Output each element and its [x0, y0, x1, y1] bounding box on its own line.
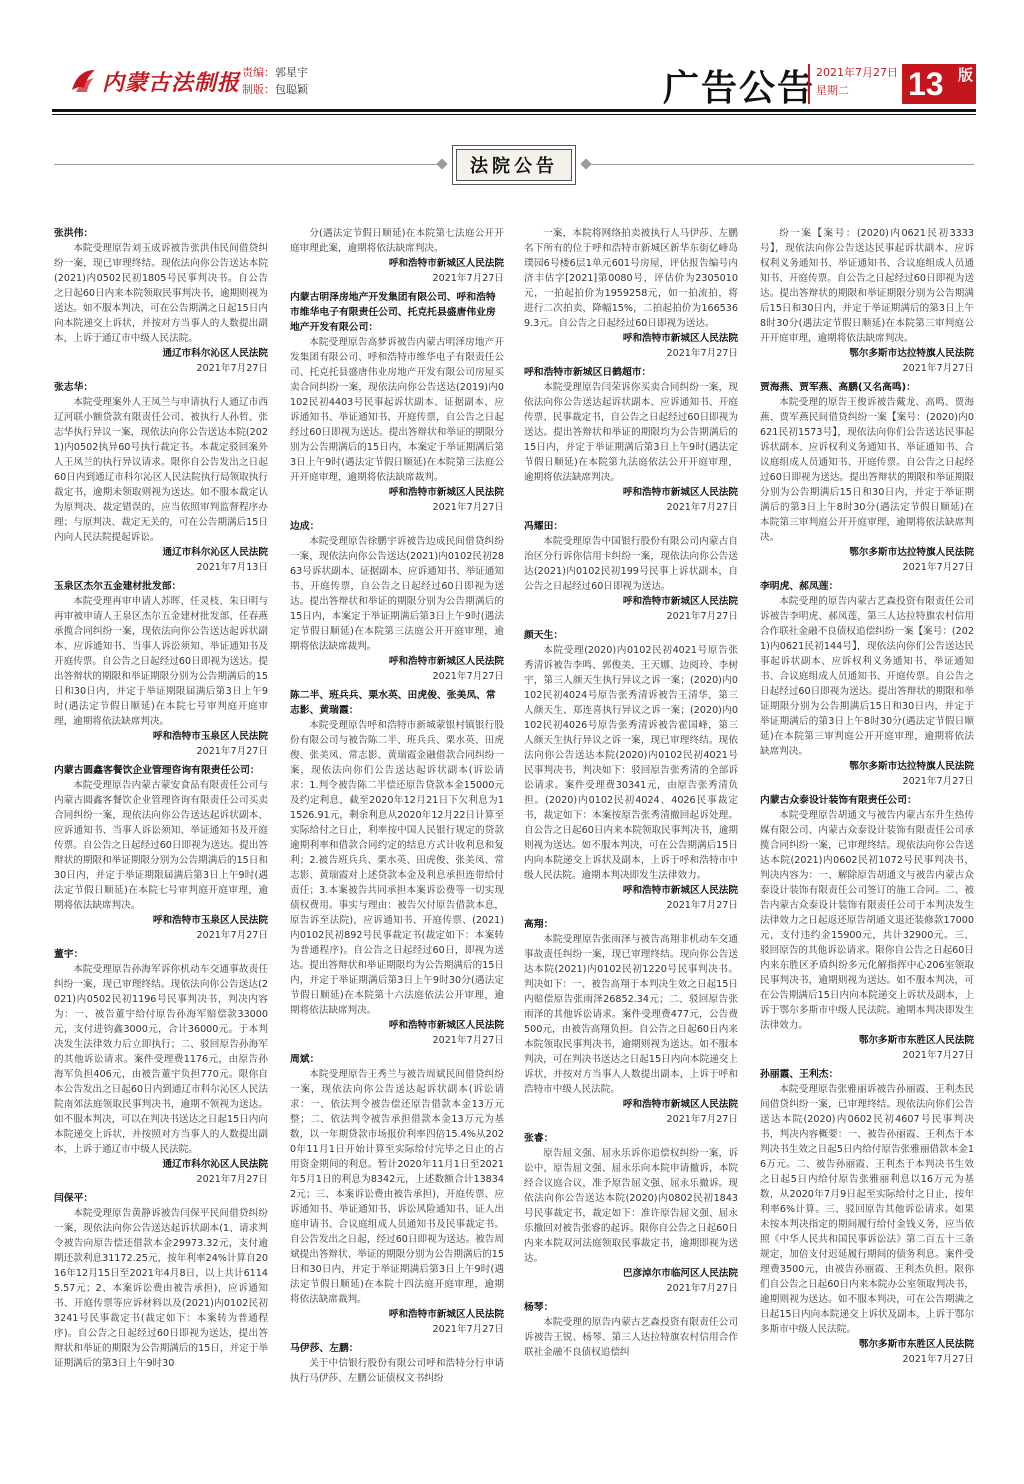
notice-date: 2021年7月27日	[666, 1114, 738, 1125]
notice-body: 本院受理案外人王凤兰与申请执行人通辽市西辽河联小额贷款有限责任公司、被执行人孙哲、张志华执行异议一案，现依法向你公告送达本院(2021)内0502执异60号执行裁定书。本裁定驳回案外人王凤兰的执行异议请求。限你自公告发出之日起60日内到通辽市科尔沁区人民法院执行局领取执行裁定书，逾期未领取则视为送达。如不服本裁定认为原判决、裁定错误的，应当依照审判监督程序办理；与原判决、裁定无关的，可在公告期满后15日内向人民法院提起诉讼。	[54, 397, 268, 543]
notice-body: 本院受理原告徐鹏宇诉被告边成民间借贷纠纷一案，现依法向你公告送达(2021)内0102民初2863号诉状副本、证据副本、应诉通知书、举证通知书、开庭传票，自公告之日起经过60日即视为送达。提出答辩状和举证的期限分别为公告期满后的15日内，本案定于举证期满后第3日上午9时(遇法定节假日顺延)在本院第三法庭公开开庭审理，逾期将依法缺席裁判。	[290, 536, 504, 652]
notice-body: 本院受理原告孙海军诉你机动车交通事故责任纠纷一案，现已审理终结。现依法向你公告送达(2021)内0502民初1196号民事判决书，判决内容为：一、被告董宇给付原告孙海军赔偿款33000元，支付进钧鑫3000元，合计36000元。于本判决发生法律效力后立即执行；二、驳回原告孙海军的其他诉讼请求。案件受理费1176元，由原告孙海军负担406元，由被告董宇负担770元。限你自本公告发出之日起60日内到通辽市科尔沁区人民法院南郊法庭领取民事判决书，逾期不领视为送达。如不服本判决，可以在判决书送达之日起15日内向本院递交上诉状，并按照对方当事人的人数提出副本，上诉于通辽市中级人民法院。	[54, 964, 268, 1155]
court-notice	[54, 579, 268, 759]
court-notice	[760, 579, 974, 789]
notice-body: 纷一案【案号：(2020)内0621民初3333号】，现依法向你公告送达民事起诉状副本、应诉权利义务通知书、举证通知书、合议庭组成人员通知书、开庭传票。自公告之日起经过60日即视为送达。提出答辩状的期限和举证期限分别为公告期满后15日和30日内，并定于举证期满后的第3日上午8时30分(遇法定节假日顺延)在本院第三审判庭公开开庭审理，逾期将依法缺席判决。	[760, 228, 974, 344]
notice-body: 本院受理原告高梦诉被告内蒙古明泽房地产开发集团有限公司、呼和浩特市维华电子有限责任公司、托克托县盛唐伟业房地产开发有限公司房屋买卖合同纠纷一案，现依法向你公告送达(2019)内0102民初4403号民事起诉状副本、证据副本、应诉通知书、举证通知书、开庭传票，自公告之日起经过60日即视为送达。提出答辩状和举证的期限分别为公告期满后的15日内，本案定于举证期满后第3日上午9时(遇法定节假日顺延)在本院第三法庭公开开庭审理，逾期将依法缺席裁判。	[290, 337, 504, 483]
notice-addressee: 内蒙古圆鑫客餐饮企业管理咨询有限责任公司：	[54, 765, 260, 776]
notice-addressee: 张志华：	[54, 382, 94, 393]
banner-line-left	[54, 164, 442, 165]
notice-columns	[54, 226, 974, 1456]
notice-date: 2021年7月27日	[196, 1174, 268, 1185]
notice-date: 2021年7月27日	[666, 900, 738, 911]
notice-addressee: 马伊莎、左鹏：	[290, 1343, 359, 1354]
notice-addressee: 董宇：	[54, 949, 84, 960]
masthead-rule-thin	[52, 114, 976, 115]
court-notice	[524, 917, 738, 1127]
notice-column-4	[760, 226, 974, 1456]
page-number-box	[902, 64, 976, 104]
notice-body: 本院受理原告王秀兰与被告周斌民间借贷纠纷一案，现依法向你公告送达起诉状副本(诉讼请求：一、依法判令被告偿还原告借款本金13万元整；二、依法判令被告承担借款本金13万元为基数，以一年期贷款市场报价利率四倍15.4%从2020年11月1日开始计算至实际给付完毕之日止的占用资金期间的利息。暂计2020年11月1日至2021年5月1日的利息为8342元，上述数额合计138342元；三、本案诉讼费由被告承担)，开庭传票、应诉通知书、举证通知书、诉讼风险通知书、证人出庭申请书、合议庭组成人员通知书及民事裁定书。自公告发出之日起，经过60日即视为送达。被告周斌提出答辩状、举证的期限分别为公告期满后的15日和30日内，并定于举证期满后第3日上午9时(遇法定节假日顺延)在本院十四法庭开庭审理，逾期将依法缺席裁判。	[290, 1069, 504, 1305]
masthead	[52, 56, 976, 108]
notice-addressee: 呼和浩特市新城区日鹤超市：	[524, 367, 652, 378]
notice-court-signature: 通辽市科尔沁区人民法院	[162, 547, 268, 558]
banner-line-right	[586, 164, 974, 165]
notice-date: 2021年7月27日	[432, 1035, 504, 1046]
notice-date: 2021年7月27日	[666, 611, 738, 622]
court-notice	[760, 1067, 974, 1367]
notice-date: 2021年7月13日	[196, 562, 268, 573]
notice-date: 2021年7月27日	[902, 363, 974, 374]
banner-frame	[452, 145, 576, 185]
notice-court-signature: 通辽市科尔沁区人民法院	[162, 348, 268, 359]
notice-body: 本院受理原告黄静诉被告闫保平民间借贷纠纷一案，现依法向你公告送达起诉状副本(1、请求判令被告向原告偿还借款本金29973.32元，支付逾期还款利息31172.25元，按年利率24%计算自2016年12月15日至2021年4月8日，以上共计61145.57元；2、本案诉讼费由被告承担)，应诉通知书、开庭传票等应诉材料以及(2021)内0102民初3241号民事裁定书(裁定如下：本案转为普通程序)。自公告之日起经过60日即视为送达，提出答辩状和举证的期限为公告期满后的15日，并定于举证期满后的第3日上午9时30	[54, 1208, 268, 1369]
editor-credits	[242, 64, 308, 98]
notice-addressee: 闫保平：	[54, 1193, 94, 1204]
editor-name: 郭星宇	[275, 66, 308, 79]
notice-body: 本院受理的原告王俊诉被告戴龙、高鸣、贾海燕、贾军燕民间借贷纠纷一案【案号：(2020)内0621民初1573号】，现依法向你们公告送达民事起诉状副本、应诉权利义务通知书、举证通知书、合议庭组成人员通知书、开庭传票。自公告之日起经过60日即视为送达。提出答辩状的期限和举证期限分别为公告期满后15日和30日内，并定于举证期满后的第3日上午8时30分(遇法定节假日顺延)在本院第三审判庭公开开庭审理，逾期将依法缺席判决。	[760, 397, 974, 543]
notice-court-signature: 呼和浩特市新城区人民法院	[622, 885, 738, 896]
notice-court-signature: 呼和浩特市新城区人民法院	[388, 487, 504, 498]
notice-court-signature: 鄂尔多斯市东胜区人民法院	[858, 1035, 974, 1046]
notice-body: 一案，本院将网络拍卖被执行人马伊莎、左鹏名下所有的位于呼和浩特市新城区新华东街亿峰岛璞园6号楼6层1单元601号房屋，评估报告编号内济丰估字[2021]第0080号，评估价为2305010元，一拍起拍价为1959258元，如一拍流拍，将进行二次拍卖，降幅15%，二拍起拍价为1665369.3元。自公告之日起经过60日即视为送达。	[524, 228, 738, 329]
court-notice	[290, 226, 504, 286]
notice-addressee: 玉泉区杰尔五金建材批发部：	[54, 581, 182, 592]
notice-addressee: 孙丽霞、王利杰：	[760, 1069, 839, 1080]
court-notice	[524, 519, 738, 624]
court-notice	[54, 763, 268, 943]
court-notice	[524, 1131, 738, 1296]
court-notice	[54, 1191, 268, 1371]
notice-date: 2021年7月27日	[666, 348, 738, 359]
newspaper-logo	[68, 64, 241, 98]
notice-body: 本院受理原告张雨泽与被告高翔非机动车交通事故责任纠纷一案，现已审理终结。现向你公告送达本院(2021)内0102民初1220号民事判决书。判决如下：一、被告高翔于本判决生效之日起15日内赔偿原告张雨泽26852.34元；二、驳回原告张雨泽的其他诉讼请求。案件受理费477元，公告费500元，由被告高翔负担。自公告之日起60日内来本院领取民事判决书，逾期则视为送达。如不服本判决，可在判决书送达之日起15日内向本院递交上诉状，并按对方当事人人数提出副本，上诉于呼和浩特市中级人民法院。	[524, 934, 738, 1095]
notice-date: 2021年7月27日	[902, 562, 974, 573]
notice-addressee: 陈二半、班兵兵、栗水英、田虎俊、张美凤、常志影、黄瑞霞：	[290, 690, 496, 716]
notice-court-signature: 呼和浩特市玉泉区人民法院	[152, 915, 268, 926]
notice-court-signature: 鄂尔多斯市达拉特旗人民法院	[849, 761, 974, 772]
notice-addressee: 贾海燕、贾军燕、高鹏(又名高鸣)：	[760, 382, 916, 393]
notice-body: 本院受理原告刘玉成诉被告张洪伟民间借贷纠纷一案，现已审理终结。现依法向你公告送达本院(2021)内0502民初1805号民事判决书。自公告之日起60日内来本院领取民事判决书，逾期则视为送达。如不服本判决，可在公告期满之日起15日内向本院递交上诉状，并按对方当事人的人数提出副本，上诉于通辽市中级人民法院。	[54, 243, 268, 344]
notice-addressee: 内蒙古明泽房地产开发集团有限公司、呼和浩特市维华电子有限责任公司、托克托县盛唐伟业房地产开发有限公司：	[290, 292, 496, 333]
notice-court-signature: 呼和浩特市新城区人民法院	[622, 596, 738, 607]
notice-addressee: 张洪伟：	[54, 228, 94, 239]
editor-label: 责编：	[242, 66, 275, 79]
layout-label: 制版：	[242, 83, 275, 96]
court-notice	[290, 688, 504, 1048]
notice-date: 2021年7月27日	[196, 746, 268, 757]
court-notice	[54, 226, 268, 376]
notice-column-2	[290, 226, 504, 1456]
notice-court-signature: 鄂尔多斯市东胜区人民法院	[858, 1339, 974, 1350]
notice-court-signature: 呼和浩特市新城区人民法院	[622, 487, 738, 498]
banner-title: 法院公告	[470, 156, 558, 177]
newspaper-name: 内蒙古法制报	[102, 69, 241, 96]
notice-date: 2021年7月27日	[196, 930, 268, 941]
masthead-rule-thick	[52, 109, 976, 112]
page-number: 13	[908, 66, 944, 102]
notice-addressee: 边成：	[290, 521, 320, 532]
issue-date: 2021年7月27日	[816, 66, 898, 79]
notice-court-signature: 鄂尔多斯市达拉特旗人民法院	[849, 547, 974, 558]
notice-body: 原告屈文强、屈永乐诉你追偿权纠纷一案，诉讼中，原告屈文强、屈永乐向本院申请撤诉，本院经合议庭合议，准予原告屈文强、屈永乐撤诉。现依法向你公告送达本院(2020)内0802民初1843号民事裁定书，裁定如下：准许原告屈文强、屈永乐撤回对被告张睿的起诉。限你自公告之日起60日内来本院双河法庭领取民事裁定书，逾期即视为送达。	[524, 1148, 738, 1264]
court-notice	[290, 1052, 504, 1337]
notice-addressee: 李明虎、郝凤莲：	[760, 581, 839, 592]
notice-body: 本院受理原告中国银行股份有限公司内蒙古自治区分行诉你信用卡纠纷一案，现依法向你公告送达(2021)内0102民初199号民事上诉状副本，自公告之日起经过60日即视为送达。	[524, 536, 738, 592]
notice-date: 2021年7月27日	[432, 502, 504, 513]
notice-body: 本院受理(2020)内0102民初4021号原告张秀清诉被告李鸣、郭俊美、王天娜、边阅玲、李树宇，第三人颜天生执行异议之诉一案；(2020)内0102民初4024号原告张秀清诉被告王清华，第三人颜天生、郑连喜执行异议之诉一案；(2020)内0102民初4026号原告张秀清诉被告霍国峰，第三人颜天生执行异议之诉一案，现已审理终结。现依法向你公告送达本院(2020)内0102民初4021号民事判决书，判决如下：驳回原告张秀清的全部诉讼请求。案件受理费30341元，由原告张秀清负担。(2020)内0102民初4024、4026民事裁定书，裁定如下：本案按原告张秀清撤回起诉处理。自公告之日起60日内来本院领取民事判决书，逾期则视为送达。如不服本判决，可在公告期满后15日内向本院递交上诉状及副本，上诉于呼和浩特市中级人民法院。逾期本判决即发生法律效力。	[524, 645, 738, 881]
notice-addressee: 冯耀田：	[524, 521, 564, 532]
notice-court-signature: 呼和浩特市新城区人民法院	[388, 1020, 504, 1031]
notice-body: 本院受理原告内蒙古蒙安食品有限责任公司与内蒙古圆鑫客餐饮企业管理咨询有限责任公司买卖合同纠纷一案，现依法向你公告送达起诉状副本、应诉通知书、当事人诉讼须知、举证通知书及开庭传票。自公告之日起经过60日即视为送达。提出答辩状的期限和举证期限分别为公告期满后的15日和30日内，并定于举证期限届满后第3日上午9时(遇法定节假日顺延)在本院七号审判庭开庭审理，逾期将依法缺席判决。	[54, 780, 268, 911]
notice-body: 关于中信银行股份有限公司呼和浩特分行申请执行马伊莎、左鹏公证债权文书纠纷	[290, 1358, 504, 1384]
issue-date-box	[808, 64, 900, 104]
notice-body: 分(遇法定节假日顺延)在本院第七法庭公开开庭审理此案，逾期将依法缺席判决。	[290, 228, 504, 254]
court-notice	[54, 947, 268, 1187]
notice-date: 2021年7月27日	[432, 273, 504, 284]
layout-name: 包聪颖	[275, 83, 308, 96]
court-notice	[524, 226, 738, 361]
notice-addressee: 颜天生：	[524, 630, 564, 641]
notice-date: 2021年7月27日	[666, 502, 738, 513]
court-notice	[290, 1341, 504, 1386]
court-notice	[290, 290, 504, 515]
newspaper-emblem-icon	[68, 66, 98, 96]
notice-date: 2021年7月27日	[902, 776, 974, 787]
notice-date: 2021年7月27日	[902, 1354, 974, 1365]
court-notice	[760, 226, 974, 376]
notice-body: 本院受理的原告内蒙古艺森投资有限责任公司诉被告李明虎、郝凤莲，第三人达拉特旗农村信用合作联社金融不良债权追偿纠纷一案【案号：(2021)内0621民初144号】，现依法向你们公告送达民事起诉状副本、应诉权利义务通知书、举证通知书、合议庭组成人员通知书、开庭传票。自公告之日起经过60日即视为送达。提出答辩状的期限和举证期限分别为公告期满后15日和30日内，并定于举证期满后的第3日上午8时30分(遇法定节假日顺延)在本院第三审判庭公开开庭审理，逾期将依法缺席判决。	[760, 596, 974, 757]
court-notice	[54, 380, 268, 575]
court-notice	[524, 1300, 738, 1360]
notice-court-signature: 通辽市科尔沁区人民法院	[162, 1159, 268, 1170]
notice-column-1	[54, 226, 268, 1456]
notice-date: 2021年7月27日	[196, 363, 268, 374]
notice-court-signature: 呼和浩特市新城区人民法院	[622, 333, 738, 344]
issue-weekday: 星期二	[816, 84, 849, 97]
notice-court-signature: 鄂尔多斯市达拉特旗人民法院	[849, 348, 974, 359]
notice-column-3	[524, 226, 738, 1456]
notice-date: 2021年7月27日	[432, 671, 504, 682]
notice-body: 本院受理原告呼和浩特市新城蒙银村镇银行股份有限公司与被告陈二半、班兵兵、栗水英、田虎俊、张美凤、常志影、黄瑞霞金融借款合同纠纷一案，现依法向你们公告送达起诉状副本(诉讼请求：1.判令被告陈二半偿还原告贷款本金15000元及约定利息，截至2020年12月21日下欠利息为11526.91元，剩余利息从2020年12月22日计算至实际给付之日止，利率按中国人民银行规定的贷款逾期利率和借款合同约定的结息方式计收利息和复利；2.被告班兵兵、栗水英、田虎俊、张美凤、常志影、黄瑞霞对上述贷款本金及利息承担连带给付责任；3.本案被告共同承担本案诉讼费等一切实现债权费用。事实与理由：被告欠付原告借款本息，原告诉至法院)，应诉通知书、开庭传票、(2021)内0102民初892号民事裁定书(裁定如下：本案转为普通程序)。自公告之日起经过60日，即视为送达。提出答辩状和举证期限均为公告期满后的15日内，并定于举证期满后第3日上午9时30分(遇法定节假日顺延)在本院第十六法庭依法公开审理，逾期将依法缺席判决。	[290, 720, 504, 1016]
notice-body: 本院受理原告闫荣诉你买卖合同纠纷一案，现依法向你公告送达起诉状副本、应诉通知书、开庭传票、民事裁定书，自公告之日起经过60日即视为送达。提出答辩状和举证的期限均为公告期满后的15日内，并定于举证期满后第3日上午9时(遇法定节假日顺延)在本院第九法庭依法公开开庭审理，逾期将依法缺席判决。	[524, 382, 738, 483]
court-notice	[290, 519, 504, 684]
notice-date: 2021年7月27日	[432, 1324, 504, 1335]
court-notice	[760, 380, 974, 575]
notice-body: 本院受理的原告内蒙古艺森投资有限责任公司诉被告王锐、杨琴、第三人达拉特旗农村信用合作联社金融不良债权追偿纠	[524, 1317, 738, 1358]
notice-body: 本院受理再审申请人苏晖、任灵枝、朱日明与再审被申请人王泉区杰尔五金建材批发部、任春燕承揽合同纠纷一案，现依法向你公告送达起诉状副本、应诉通知书、当事人诉讼须知、举证通知书及开庭传票。自公告之日起经过60日即视为送达。提出答辩状的期限和举证期限分别为公告期满后的15日和30日内，并定于举证期限届满后第3日上午9时(遇法定节假日顺延)在本院七号审判庭开庭审理，逾期将依法缺席判决。	[54, 596, 268, 727]
court-notice	[524, 365, 738, 515]
notice-court-signature: 呼和浩特市新城区人民法院	[622, 1099, 738, 1110]
notice-court-signature: 呼和浩特市新城区人民法院	[388, 656, 504, 667]
banner-frame-inner	[456, 149, 572, 181]
notice-date: 2021年7月27日	[666, 1283, 738, 1294]
notice-body: 本院受理原告胡通文与被告内蒙古东升生热传媒有限公司、内蒙古众泰设计装饰有限责任公司承揽合同纠纷一案，已审理终结。现依法向你公告送达本院(2021)内0602民初1072号民事判决书，判决内容为：一、解除原告胡通文与被告内蒙古众泰设计装饰有限责任公司签订的施工合同。二、被告内蒙古众泰设计装饰有限责任公司于本判决发生法律效力之日起返还原告胡通文退还装修款17000元，支付违约金15900元，共计32900元。三、驳回原告的其他诉讼请求。限你自公告之日起60日内来东胜区矛盾纠纷多元化解指挥中心206室领取民事判决书，逾期则视为送达。如不服本判决，可在公告期满后15日内向本院递交上诉状及副本，上诉于鄂尔多斯市中级人民法院。逾期本判决即发生法律效力。	[760, 810, 974, 1031]
notice-addressee: 高翔：	[524, 919, 554, 930]
notice-addressee: 内蒙古众泰设计装饰有限责任公司：	[760, 795, 917, 806]
banner-diamond-left-icon	[436, 158, 447, 169]
notice-court-signature: 巴彦淖尔市临河区人民法院	[622, 1268, 738, 1279]
notice-date: 2021年7月27日	[902, 1050, 974, 1061]
court-notice	[524, 628, 738, 913]
notice-court-signature: 呼和浩特市新城区人民法院	[388, 258, 504, 269]
notice-body: 本院受理原告张雅丽诉被告孙丽霞、王利杰民间借贷纠纷一案，已审理终结。现依法向你们公告送达本院(2020)内0602民初4607号民事判决书，判决内容概要：一、被告孙丽霞、王利杰于本判决书生效之日起5日内给付原告张雅丽借款本金16万元。二、被告孙丽霞、王利杰于本判决书生效之日起5日内给付原告张雅丽利息以16万元为基数，从2020年7月9日起至实际给付之日止，按年利率6%计算。三、驳回原告其他诉讼请求。如果未按本判决指定的期间履行给付金钱义务，应当依照《中华人民共和国民事诉讼法》第二百五十三条规定，加倍支付迟延履行期间的债务利息。案件受理费3500元，由被告孙丽霞、王利杰负担。限你们自公告之日起60日内来本院办公室领取判决书，逾期则视为送达。如不服本判决，可在公告期满之日起15日内向本院递交上诉状及副本，上诉于鄂尔多斯市中级人民法院。	[760, 1084, 974, 1335]
court-notice	[760, 793, 974, 1063]
notice-court-signature: 呼和浩特市玉泉区人民法院	[152, 731, 268, 742]
notice-court-signature: 呼和浩特市新城区人民法院	[388, 1309, 504, 1320]
notice-addressee: 张睿：	[524, 1133, 554, 1144]
court-notice-banner	[54, 143, 974, 187]
notice-addressee: 周斌：	[290, 1054, 320, 1065]
page-suffix: 版	[957, 66, 973, 84]
section-title: 广告公告	[663, 68, 816, 109]
notice-addressee: 杨琴：	[524, 1302, 554, 1313]
